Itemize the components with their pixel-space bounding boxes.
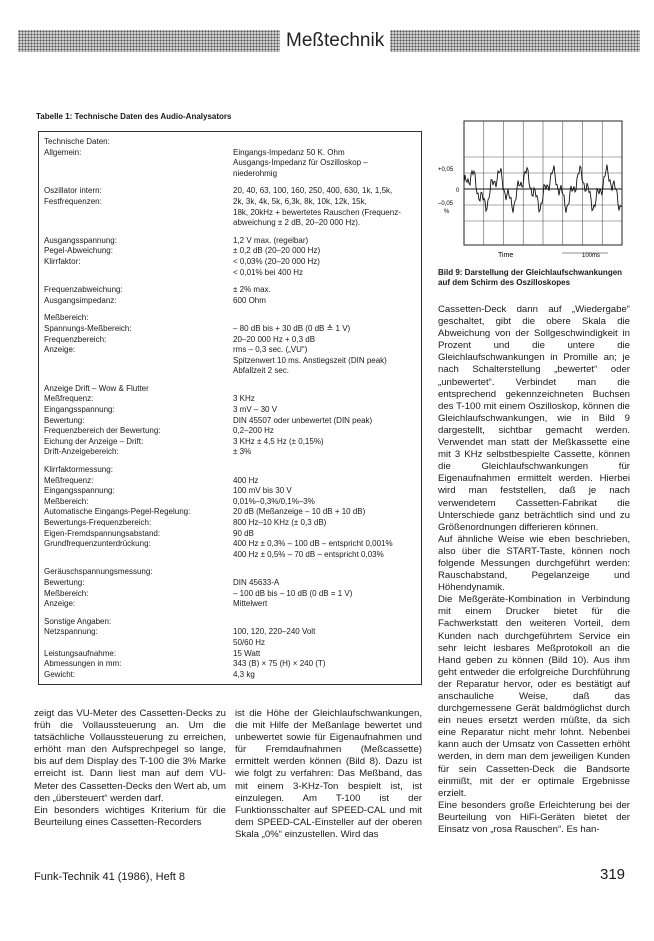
row-value: ± 0,2 dB (20–20 000 Hz)	[233, 246, 321, 256]
row-label: Klirrfaktor:	[44, 256, 81, 266]
table-row	[44, 659, 420, 670]
table-row	[44, 550, 420, 561]
scope-label-scale: 100ms	[582, 253, 601, 259]
table-row	[44, 567, 420, 578]
table-spacer	[44, 278, 420, 285]
row-value: Spitzenwert 10 ms. Anstiegszeit (DIN peak)	[233, 355, 387, 365]
table-row	[44, 208, 420, 219]
row-value	[233, 617, 420, 628]
table-spacer	[44, 229, 420, 236]
table-spacer	[44, 377, 420, 384]
table-row	[44, 236, 420, 247]
row-label	[44, 638, 233, 649]
table-row	[44, 578, 420, 589]
table-row	[44, 638, 420, 649]
row-label: Pegel-Abweichung:	[44, 246, 113, 256]
table-spacer	[44, 179, 420, 186]
row-value: Ausgangs-Impedanz für Oszilloskop –	[233, 158, 368, 168]
row-label: Eichung der Anzeige – Drift:	[44, 436, 144, 446]
row-label: Eingangsspannung:	[44, 405, 115, 415]
row-value: 18k, 20kHz + bewertetes Rauschen (Frequenz-	[233, 207, 401, 217]
row-label: Meßbereich:	[44, 588, 89, 598]
paragraph: Auf ähnliche Weise wie eben beschrieben, also über die START-Taste, können noch folgende Messungen durchgeführt werden: Rauschabstand, Pegelanzeige und Höhendynamik.	[438, 533, 630, 594]
row-value: 0,2–200 Hz	[233, 426, 274, 436]
row-label: Festfrequenzen:	[44, 196, 102, 206]
row-value: Mittelwert	[233, 599, 268, 609]
row-label	[44, 356, 233, 367]
table-row	[44, 518, 420, 529]
row-label: Frequenzbereich der Bewertung:	[44, 426, 161, 436]
row-label: Anzeige Drift – Wow & Flutter	[44, 383, 149, 393]
row-value: – 80 dB bis + 30 dB (0 dB ≙ 1 V)	[233, 323, 351, 333]
footer-publication: Funk-Technik 41 (1986), Heft 8	[34, 871, 186, 883]
row-label: Meßfrequenz:	[44, 475, 94, 485]
row-label: Gewicht:	[44, 669, 76, 679]
table-row	[44, 394, 420, 405]
row-value: rms – 0,3 sec. („VU“)	[233, 345, 308, 355]
paragraph: Ein besonders wichtiges Kriterium für die Beurteilung eines Cassetten-Recorders	[34, 804, 226, 828]
row-label: Frequenzbereich:	[44, 334, 107, 344]
row-label: Sonstige Angaben:	[44, 616, 112, 626]
row-value: DIN 45507 oder unbewertet (DIN peak)	[233, 415, 373, 425]
row-label: Ausgangsimpedanz:	[44, 295, 117, 305]
row-value: 20–20 000 Hz + 0,3 dB	[233, 334, 316, 344]
scope-label-pct: %	[444, 209, 450, 215]
row-value: < 0,01% bei 400 Hz	[233, 267, 304, 277]
table-row	[44, 218, 420, 229]
oscilloscope-figure	[434, 119, 626, 265]
row-value	[233, 313, 420, 324]
row-value	[233, 465, 420, 476]
row-value: 2k, 3k, 4k, 5k, 6,3k, 8k, 10k, 12k, 15k,	[233, 196, 367, 206]
row-value	[233, 137, 420, 148]
row-value: 3 mV – 30 V	[233, 405, 278, 415]
row-value: 343 (B) × 75 (H) × 240 (T)	[233, 659, 326, 669]
table-row	[44, 246, 420, 257]
text-column-1	[34, 708, 226, 829]
scope-label-time: Time	[498, 252, 514, 259]
table-row	[44, 649, 420, 660]
table-row	[44, 313, 420, 324]
row-label	[44, 208, 233, 219]
table-row	[44, 268, 420, 279]
row-value: 100 mV bis 30 V	[233, 486, 292, 496]
row-value: 20, 40, 63, 100, 160, 250, 400, 630, 1k, 1,5k,	[233, 186, 393, 196]
row-label: Bewertung:	[44, 577, 85, 587]
spec-table	[44, 137, 420, 680]
row-value: 90 dB	[233, 528, 254, 538]
row-label: Meßbereich:	[44, 496, 89, 506]
row-value: ± 3%	[233, 447, 252, 457]
table-caption: Tabelle 1: Technische Daten des Audio-Analysators	[36, 112, 232, 121]
table-row	[44, 447, 420, 458]
row-value: 1,2 V max. (regelbar)	[233, 235, 309, 245]
row-label: Ausgangsspannung:	[44, 235, 117, 245]
table-row	[44, 539, 420, 550]
row-value: 600 Ohm	[233, 295, 266, 305]
table-row	[44, 437, 420, 448]
table-row	[44, 356, 420, 367]
table-spacer	[44, 610, 420, 617]
row-label: Meßfrequenz:	[44, 394, 94, 404]
paragraph: Cassetten-Deck dann auf „Wiedergabe“ geschaltet, gibt die obere Skala die Abweichung von der Sollgeschwindigkeit in Prozent und die untere die Gleichlaufschwankungen in Promille an; je nach Schalterstellung „bewertet“ oder „unbewertet“. Verbindet man die entsprechend gekennzeichneten Buchsen des T-100 mit einem Oszilloskop, können die Gleichlaufschwankungen, wie in Bild 9 dargestellt, sichtbar gemacht werden. Verwendet man statt der Meßkassette eine mit 3 KHz selbstbespielte Cassette, können die Gleichlaufschwankungen für Eigenaufnahmen ermittelt werden. Hierbei wird man feststellen, daß je nach verwendetem Cassetten-Fabrikat die Unterschiede ganz beträchtlich sind und zu Größenordnungen differieren können.	[438, 304, 630, 533]
section-title: Meßtechnik	[280, 29, 390, 53]
table-row	[44, 416, 420, 427]
row-value: 3 KHz	[233, 394, 255, 404]
row-value	[233, 567, 420, 578]
row-value: Abfallzeit 2 sec.	[233, 366, 290, 376]
table-row	[44, 186, 420, 197]
paragraph: Die Meßgeräte-Kombination in Verbindung mit einem Drucker bietet für die Fachwerkstatt den weiteren Vorteil, dem Kunden nach durchgeführtem Service ein sehr leicht lesbares Meßprotokoll an die Hand geben zu können (Bild 10). Aus ihm geht entweder die erfolgreiche Durchführung der Reparatur hervor, oder es bestätigt auf anschauliche Weise, daß das durchgemessene Gerät baldmöglichst durch ein neues ersetzt werden müßte, da sich eine Reparatur nicht mehr lohnt. Nebenbei kann auch der Umsatz von Cassetten erhöht werden, in dem man dem jeweiligen Kunden für sein Cassetten-Deck die Bandsorte einmißt, mit der er optimale Ergebnisse erzielt.	[438, 594, 630, 799]
row-value: 3 KHz ± 4,5 Hz (± 0,15%)	[233, 436, 324, 446]
row-label	[44, 218, 233, 229]
row-label: Leistungsaufnahme:	[44, 648, 117, 658]
row-value: 0,01%–0,3%/0,1%–3%	[233, 496, 315, 506]
table-row	[44, 384, 420, 395]
row-value: 400 Hz ± 0,3% – 100 dB – entspricht 0,001%	[233, 539, 393, 549]
table-row	[44, 137, 420, 148]
table-row	[44, 497, 420, 508]
text-column-2	[235, 708, 422, 841]
table-row	[44, 148, 420, 159]
row-value: Eingangs-Impedanz 50 K. Ohm	[233, 147, 345, 157]
row-value	[233, 384, 420, 395]
table-row	[44, 670, 420, 681]
table-row	[44, 617, 420, 628]
row-label: Eingangsspannung:	[44, 486, 115, 496]
table-spacer	[44, 458, 420, 465]
row-label: Klirrfaktormessung:	[44, 465, 113, 475]
table-row	[44, 589, 420, 600]
scope-label-zero: 0	[456, 188, 460, 194]
row-label: Netzspannung:	[44, 627, 98, 637]
table-row	[44, 486, 420, 497]
scope-label-minus: –0,05	[438, 201, 454, 207]
page-number: 319	[600, 866, 626, 883]
row-label: Bewertungs-Frequenzbereich:	[44, 518, 152, 527]
row-label	[44, 158, 233, 169]
row-label: Eigen-Fremdspannungsabstand:	[44, 528, 161, 538]
row-value: < 0,03% (20–20 000 Hz)	[233, 256, 320, 266]
row-value: – 100 dB bis – 10 dB (0 dB = 1 V)	[233, 588, 353, 598]
figure-caption: Bild 9: Darstellung der Gleichlaufschwankungen auf dem Schirm des Oszilloskopes	[438, 268, 623, 287]
row-label: Spannungs-Meßbereich:	[44, 323, 132, 333]
row-label: Anzeige:	[44, 345, 76, 355]
paragraph: Eine besonders große Erleichterung bei der Beurteilung von HiFi-Geräten bietet der Einsatz von „rosa Rauschen“. Es han-	[438, 799, 630, 836]
row-value: 800 Hz–10 KHz (± 0,3 dB)	[233, 518, 327, 527]
table-row	[44, 465, 420, 476]
row-label: Meßbereich:	[44, 313, 89, 323]
row-label	[44, 268, 233, 279]
row-label: Oszillator intern:	[44, 186, 102, 196]
table-row	[44, 257, 420, 268]
table-row	[44, 335, 420, 346]
row-value: niederohmig	[233, 168, 278, 178]
row-label	[44, 550, 233, 561]
table-row	[44, 405, 420, 416]
paragraph: ist die Höhe der Gleichlaufschwankungen, die mit Hilfe der Meßanlage bewertet und unbewertet sowie für Eigenaufnahmen und für Fremdaufnahmen (Meßcassette) ermittelt werden können (Bild 8). Dazu ist wie folgt zu verfahren: Das Meßband, das mit einem 3-KHz-Ton bespielt ist, ist einzulegen. Am T-100 ist der Funktionsschalter auf SPEED-CAL und mit dem SPEED-CAL-Einsteller auf der oberen Skala „0%“ einzustellen. Wird das	[235, 708, 422, 840]
table-row	[44, 158, 420, 169]
paragraph: zeigt das VU-Meter des Cassetten-Decks zu früh die Vollaussteuerung an. Um die tatsächliche Vollaussteuerung zu erreichen, erhöht man den Aufsprechpegel so lange, bis auf dem Display des T-100 die 3% Marke erreicht ist. Dann liest man auf dem VU-Meter des Cassetten-Decks den Wert ab, um den „übersteuert“ werden darf.	[34, 708, 226, 804]
row-label: Automatische Eingangs-Pegel-Regelung:	[44, 507, 191, 517]
table-row	[44, 285, 420, 296]
table-row	[44, 169, 420, 180]
table-row	[44, 345, 420, 356]
row-value: 20 dB (Meßanzeige – 10 dB + 10 dB)	[233, 507, 366, 517]
row-label: Anzeige:	[44, 599, 76, 609]
row-value: 400 Hz ± 0,5% – 70 dB – entspricht 0,03%	[233, 549, 384, 559]
row-value: 400 Hz	[233, 475, 259, 485]
table-row	[44, 426, 420, 437]
row-value: 4,3 kg	[233, 669, 255, 679]
table-row	[44, 529, 420, 540]
row-label: Frequenzabweichung:	[44, 285, 123, 295]
table-spacer	[44, 560, 420, 567]
row-label: Abmessungen in mm:	[44, 659, 122, 669]
row-value: abweichung ± 2 dB, 20–20 000 Hz).	[233, 218, 361, 228]
row-value: ± 2% max.	[233, 285, 271, 295]
row-value: 50/60 Hz	[233, 637, 266, 647]
table-row	[44, 627, 420, 638]
table-row	[44, 197, 420, 208]
row-label: Geräuschspannungsmessung:	[44, 567, 153, 577]
row-label	[44, 169, 233, 180]
text-column-3	[438, 304, 630, 836]
table-row	[44, 366, 420, 377]
row-label: Grundfrequenzunterdrückung:	[44, 539, 151, 549]
row-label: Technische Daten:	[44, 137, 110, 146]
row-value: DIN 45633-A	[233, 577, 280, 587]
row-label: Allgemein:	[44, 147, 82, 157]
row-label: Bewertung:	[44, 415, 85, 425]
row-value: 100, 120, 220–240 Volt	[233, 627, 316, 637]
row-label: Drift-Anzeigebereich:	[44, 447, 119, 457]
row-value: 15 Watt	[233, 648, 261, 658]
table-row	[44, 324, 420, 335]
table-spacer	[44, 306, 420, 313]
table-row	[44, 507, 420, 518]
table-row	[44, 476, 420, 487]
scope-label-plus: +0,05	[438, 167, 454, 173]
row-label	[44, 366, 233, 377]
table-row	[44, 599, 420, 610]
table-row	[44, 296, 420, 307]
